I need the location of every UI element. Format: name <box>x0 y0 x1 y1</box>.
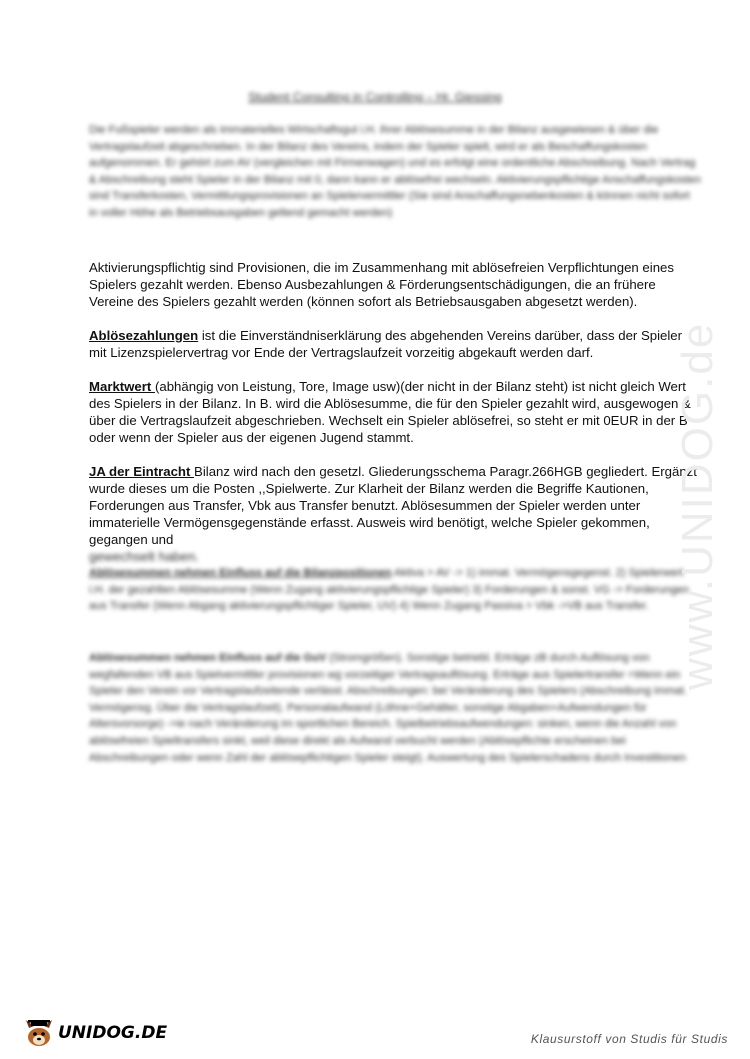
watermark <box>672 250 732 700</box>
dog-mascot-icon <box>22 1018 56 1048</box>
footer-logo[interactable] <box>22 1018 167 1048</box>
text-guv: (Stromgrößen). Sonstige betriebl. Erträge zB durch Auflösung von wegfallenden VB aus Spielvermittler provisionen wg vorzeitiger Vertragsauflösung. Erträge aus Spielertransfer =Wenn ein Spieler den Verein vor Vertragslaufzeitende verlässt. Abschreibungen: bei Veränderung des Spielers (Abschreibung immat. Vermögensg. Über die Vertragslaufzeit). Personalaufwand (Löhne+Gehälter, sonstige Abgaben+Aufwendungen für Altersvorsorge) ->ie nach Veränderung im sportlichen Bereich. Spielbetriebsaufwendungen: sinken, wenn die Anzahl von ablösefreien Spieltransfers sinkt, weil diese direkt als Aufwand verbucht werden (Ablösepflichte erscheinen bei Abschreibungen oder wenn Zahl der ablösepflichtigen Spieler steigt). Auswertung des Spielerschadens durch Investitionen <box>89 652 688 764</box>
document-title: Student Consulting in Controlling – Hr. Giessing <box>248 90 502 104</box>
paragraph-abloesezahlungen <box>89 327 701 361</box>
text-abloesezahlungen: ist die Einverständniserklärung des abgehenden Vereins darüber, dass der Spieler mit Lizenzspielervertrag vor Ende der Vertragslaufzeit vorzeitig abgekauft werden darf. <box>89 328 683 360</box>
paragraph-guv <box>89 650 701 766</box>
paragraph-ja-eintracht <box>89 463 701 565</box>
watermark-text: www.UNIDOG.de <box>673 321 722 690</box>
paragraph-aktivierung: Aktivierungspflichtig sind Provisionen, die im Zusammenhang mit ablösefreien Verpflichtungen eines Spielers gezahlt werden. Ebenso Ausbezahlungen & Förderungsentschädigungen, die an frühere Vereine des Spielers gezahlt werden (können sofort als Betriebsausgaben abgesetzt werden). <box>89 260 674 309</box>
term-guv: Ablösesummen nehmen Einfluss auf die GuV <box>89 652 327 664</box>
footer-logo-text: UNIDOG.DE <box>58 1023 168 1043</box>
term-bilanzpositionen: Ablösesummen nehmen Einfluss auf die Bilanzpositionen <box>89 567 392 579</box>
text-ja-eintracht: Bilanz wird nach den gesetzl. Gliederungsschema Paragr.266HGB gegliedert. Ergänzt wurde dieses um die Posten ,,Spielwerte. Zur Klarheit der Bilanz werden die Begriffe Kautionen, Forderungen aus Transfer, Vbk aus Transfer benutzt. Ablösesummen der Spieler werden unter immaterielle Vermögensgegenstände erfasst. Ausweis wird benötigt, welche Spieler gekommen, gegangen und <box>89 464 697 547</box>
term-marktwert: Marktwert <box>89 379 155 394</box>
text-marktwert: (abhängig von Leistung, Tore, Image usw)(der nicht in der Bilanz steht) ist nicht gleich Wert des Spielers in der Bilanz. In B. wird die Ablösesumme, die für den Spieler gezahlt wird, ausgewogen & über die Vertragslaufzeit abgeschrieben. Wechselt ein Spieler ablösefrei, so steht er mit 0EUR in der B oder wenn der Spieler aus der eigenen Jugend stammt. <box>89 379 691 445</box>
term-abloesezahlungen: Ablösezahlungen <box>89 328 199 343</box>
paragraph-bilanzpositionen <box>89 565 701 615</box>
text-ja-eintracht-tail: gewechselt haben. <box>89 549 199 564</box>
term-ja-eintracht: JA der Eintracht <box>89 464 195 479</box>
paragraph-intro: Die Fußspieler werden als immaterielles Wirtschaftsgut i.H. ihrer Ablösesumme in der Bilanz ausgewiesen & über die Vertragslaufzeit abgeschrieben. In der Bilanz des Vereins, indem der Spieler spielt, wird er als Beschaffungskosten aufgenommen. Er gehört zum AV (vergleichen mit Firmenwagen) und es erfolgt eine ordentliche Abschreibung. Nach Vertrag & Abschreibung steht Spieler in der Bilanz mit 0, dann kann er ablösefrei wechseln. Aktivierungspflichtige Anschaffungskosten sind Transferkosten, Vermittlungsprovisionen an Spielervermittler (Sie sind Anschaffungsnebenkosten & können nicht sofort in voller Höhe als Betriebsausgaben geltend gemacht werden) <box>89 124 701 219</box>
paragraph-marktwert <box>89 378 701 446</box>
text-bilanzpositionen: Aktiva > AV -> 1) immat. Vermögensgegenst. 2) Spielerwert i.H. der gezahlten Ablösesumme (Wenn Zugang aktivierungspflichtige Spieler) 3) Forderungen & sonst. VG -> Forderungen aus Transfer (Wenn Abgang aktivierungspflichtiger Spieler, UV) 4) Wenn Zugang Passiva > Vbk ->VB aus Transfer. <box>89 567 689 613</box>
footer-tagline: Klausurstoff von Studis für Studis <box>530 1032 728 1046</box>
